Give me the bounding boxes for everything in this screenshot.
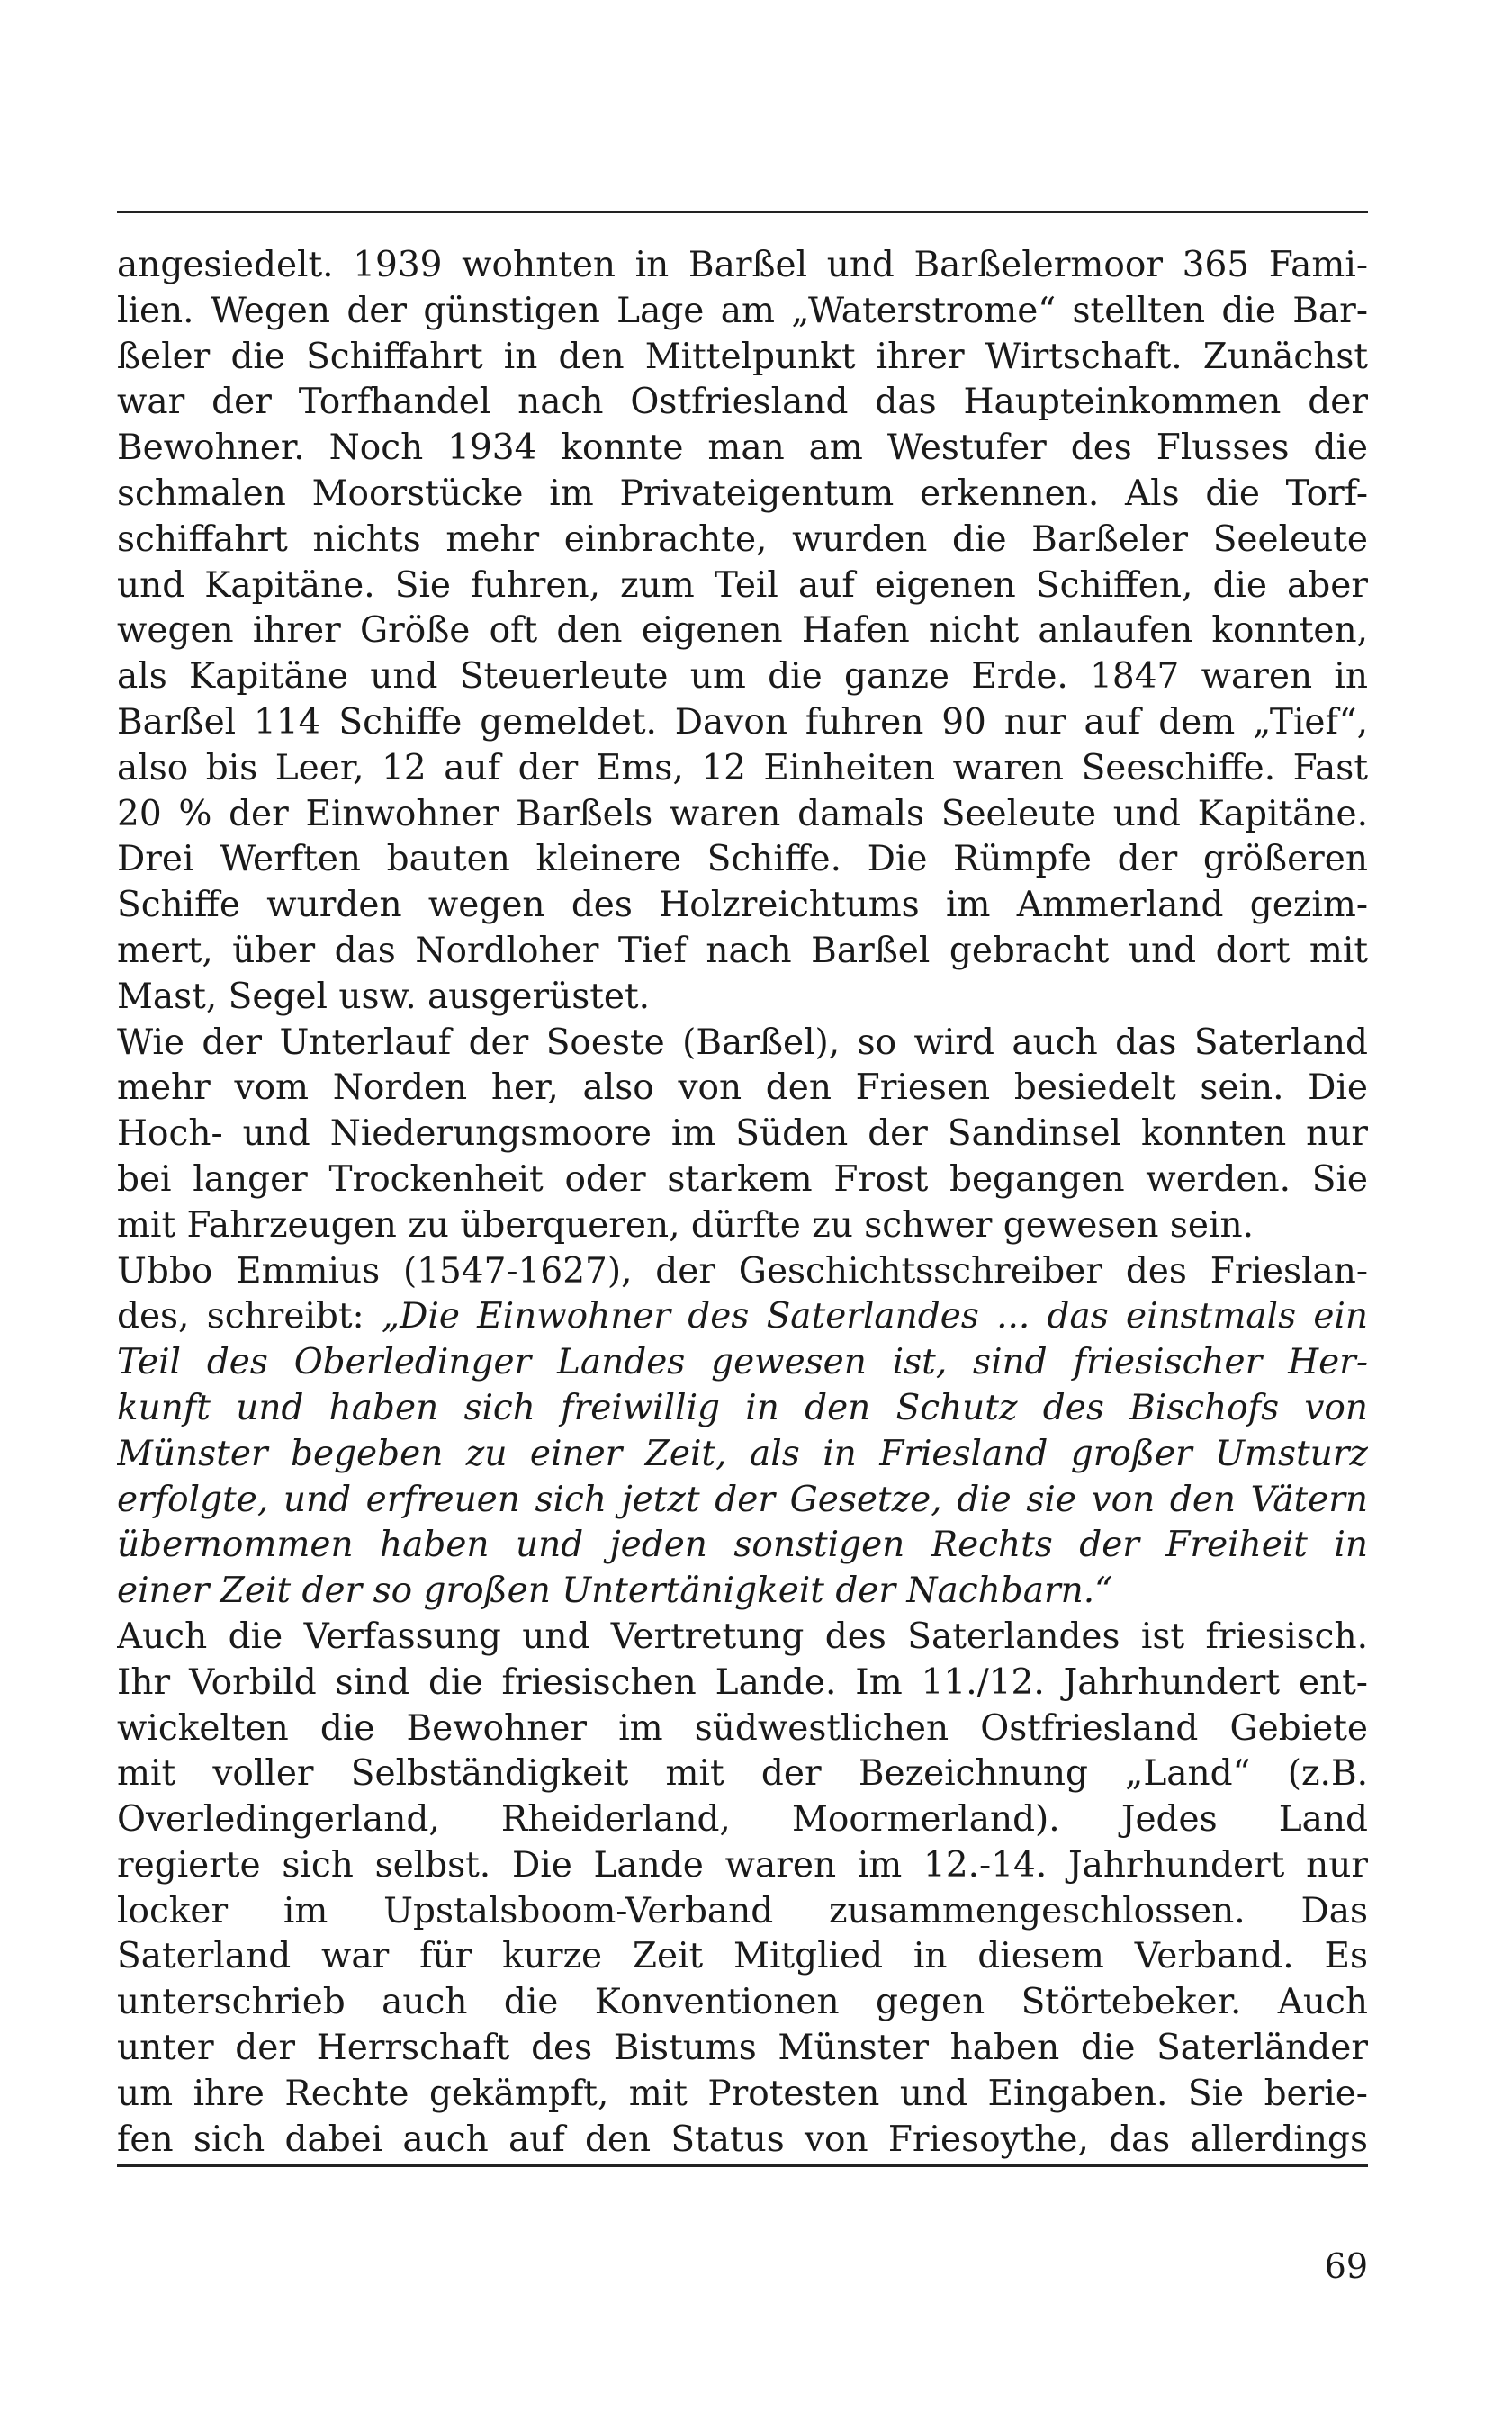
text-line: Ihr Vorbild sind die friesischen Lande. Im 11./12. Jahrhundert ent- [117, 1661, 1368, 1703]
top-rule [117, 211, 1368, 213]
body-text [117, 243, 1368, 2163]
text-line: um ihre Rechte gekämpft, mit Protesten und Eingaben. Sie berie- [117, 2073, 1368, 2114]
text-line: einer Zeit der so großen Untertänigkeit der Nachbarn.“ [117, 1570, 1113, 1612]
text-line: mehr vom Norden her, also von den Friesen besiedelt sein. Die [117, 1067, 1368, 1109]
text-line: unter der Herrschaft des Bistums Münster haben die Saterländer [117, 2028, 1368, 2069]
text-line: schmalen Moorstücke im Privateigentum erkennen. Als die Torf- [117, 472, 1368, 514]
text-line: als Kapitäne und Steuerleute um die ganze Erde. 1847 waren in [117, 656, 1368, 698]
text-line: regierte sich selbst. Die Lande waren im 12.-14. Jahrhundert nur [117, 1844, 1368, 1886]
text-line-plain-part: des, schreibt: [117, 1296, 382, 1337]
text-line: Barßel 114 Schiffe gemeldet. Davon fuhren 90 nur auf dem „Tief“, [117, 701, 1368, 742]
text-line: mit voller Selbständigkeit mit der Bezeichnung „Land“ (z.B. [117, 1753, 1368, 1795]
text-line: Auch die Verfassung und Vertretung des Saterlandes ist friesisch. [117, 1616, 1368, 1657]
text-line: locker im Upstalsboom-Verband zusammengeschlossen. Das [117, 1890, 1368, 1931]
bottom-rule [117, 2164, 1368, 2167]
text-line: fen sich dabei auch auf den Status von Friesoythe, das allerdings [117, 2119, 1368, 2160]
text-line: Saterland war für kurze Zeit Mitglied in diesem Verband. Es [117, 1936, 1368, 1977]
text-line: Mast, Segel usw. ausgerüstet. [117, 976, 651, 1017]
text-line: schiffahrt nichts mehr einbrachte, wurden die Barßeler Seeleute [117, 518, 1368, 560]
text-line: unterschrieb auch die Konventionen gegen Störtebeker. Auch [117, 1982, 1368, 2023]
text-line: war der Torfhandel nach Ostfriesland das Haupteinkommen der [117, 382, 1368, 423]
text-line: Ubbo Emmius (1547-1627), der Geschichtsschreiber des Frieslan- [117, 1250, 1368, 1292]
text-line: übernommen haben und jeden sonstigen Rechts der Freiheit in [117, 1525, 1368, 1566]
text-line: kunft und haben sich freiwillig in den Schutz des Bischofs von [117, 1387, 1368, 1428]
text-line: Wie der Unterlauf der Soeste (Barßel), so wird auch das Saterland [117, 1022, 1368, 1063]
text-line: angesiedelt. 1939 wohnten in Barßel und Barßelermoor 365 Fami- [117, 245, 1368, 285]
text-line: Bewohner. Noch 1934 konnte man am Westufer des Flusses die [117, 428, 1368, 469]
text-line: 20 % der Einwohner Barßels waren damals Seeleute und Kapitäne. [117, 793, 1368, 834]
text-line: Teil des Oberledinger Landes gewesen ist, sind friesischer Her- [117, 1342, 1368, 1383]
text-line: wegen ihrer Größe oft den eigenen Hafen nicht anlaufen konnten, [117, 610, 1368, 652]
text-line: Münster begeben zu einer Zeit, als in Friesland großer Umsturz [117, 1433, 1368, 1474]
text-line: ßeler die Schiffahrt in den Mittelpunkt ihrer Wirtschaft. Zunächst [117, 336, 1368, 377]
text-line: also bis Leer, 12 auf der Ems, 12 Einheiten waren Seeschiffe. Fast [117, 747, 1368, 788]
text-line: bei langer Trockenheit oder starkem Frost begangen werden. Sie [117, 1158, 1368, 1200]
text-line: mit Fahrzeugen zu überqueren, dürfte zu schwer gewesen sein. [117, 1204, 1254, 1246]
text-line: lien. Wegen der günstigen Lage am „Waterstrome“ stellten die Bar- [117, 290, 1368, 331]
text-line: Overledingerland, Rheiderland, Moormerland). Jedes Land [117, 1799, 1368, 1840]
text-line: Hoch- und Niederungsmoore im Süden der Sandinsel konnten nur [117, 1113, 1368, 1155]
text-line: wickelten die Bewohner im südwestlichen Ostfriesland Gebiete [117, 1707, 1368, 1749]
text-line: Schiffe wurden wegen des Holzreichtums im Ammerland gezim- [117, 885, 1368, 926]
page-number: 69 [1324, 2246, 1368, 2286]
text-line: erfolgte, und erfreuen sich jetzt der Gesetze, die sie von den Vätern [117, 1479, 1368, 1520]
text-line: Drei Werften bauten kleinere Schiffe. Die Rümpfe der größeren [117, 839, 1368, 880]
text-line: und Kapitäne. Sie fuhren, zum Teil auf eigenen Schiffen, die aber [117, 564, 1368, 606]
text-line-italic-part: „Die Einwohner des Saterlandes ... das einstmals ein [381, 1296, 1368, 1337]
text-line [117, 1294, 1368, 1340]
text-line: mert, über das Nordloher Tief nach Barßel gebracht und dort mit [117, 930, 1368, 971]
